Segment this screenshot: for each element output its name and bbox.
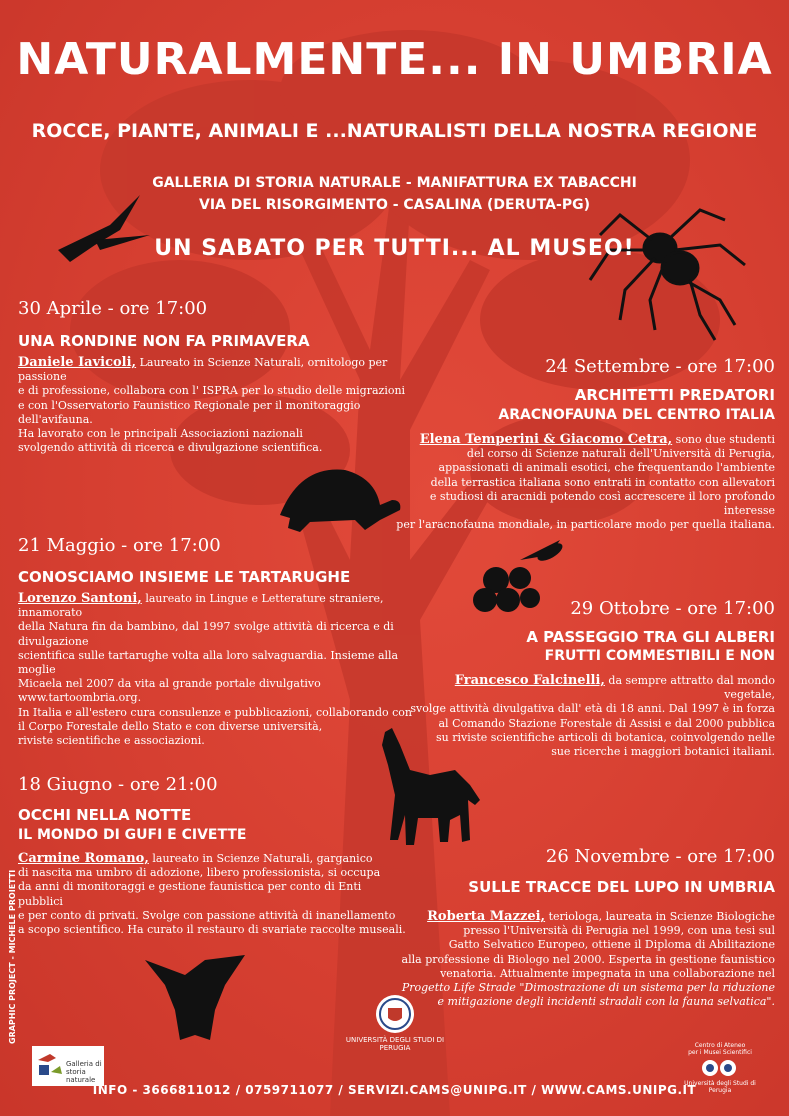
event-date: 26 Novembre - ore 17:00 bbox=[545, 846, 775, 867]
event-subtitle: FRUTTI COMMESTIBILI E NON bbox=[544, 648, 775, 664]
event-title: UNA RONDINE NON FA PRIMAVERA bbox=[18, 332, 310, 350]
speaker-name: Elena Temperini & Giacomo Cetra, bbox=[419, 432, 673, 447]
speaker-name: Roberta Mazzei, bbox=[427, 909, 546, 924]
event-subtitle: ARACNOFAUNA DEL CENTRO ITALIA bbox=[498, 407, 775, 423]
speaker-name: Lorenzo Santoni, bbox=[18, 591, 142, 606]
event-date: 21 Maggio - ore 17:00 bbox=[18, 535, 221, 556]
speaker-name: Carmine Romano, bbox=[18, 851, 149, 866]
event-subtitle: IL MONDO DI GUFI E CIVETTE bbox=[18, 827, 247, 843]
gallery-name: Galleria di storia naturale bbox=[66, 1060, 102, 1084]
gallery-logo bbox=[32, 1046, 104, 1086]
venue bbox=[0, 172, 789, 216]
event-title: CONOSCIAMO INSIEME LE TARTARUGHE bbox=[18, 568, 351, 586]
event-description: Francesco Falcinelli, da sempre attratto dal mondo vegetale, svolge attività divulgativa dall' età di 18 anni. Dal 1997 è in forza al Comando Stazione Forestale di Assisi e dal 2000 pubblica su riviste scientifiche articoli di botanica, coinvolgendo nelle sue ricerche i maggiori botanici italiani. bbox=[410, 673, 775, 759]
berries-icon bbox=[473, 540, 565, 612]
cams-line-2: per i Musei Scientifici bbox=[688, 1049, 752, 1056]
poster-title: NATURALMENTE... IN UMBRIA bbox=[16, 34, 773, 85]
graphic-credit: GRAPHIC PROJECT - MICHELE PROIETTI bbox=[8, 869, 17, 1044]
cams-emblem-icon bbox=[698, 1058, 742, 1078]
venue-line-1: GALLERIA DI STORIA NATURALE - MANIFATTURA EX TABACCHI bbox=[152, 175, 637, 191]
event-date: 18 Giugno - ore 21:00 bbox=[18, 774, 218, 795]
university-name: UNIVERSITÀ DEGLI STUDI DI PERUGIA bbox=[345, 1036, 445, 1052]
event-title: SULLE TRACCE DEL LUPO IN UMBRIA bbox=[468, 878, 775, 896]
cams-line-3: Università degli Studi di Perugia bbox=[684, 1080, 756, 1094]
cams-line-1: Centro di Ateneo bbox=[694, 1042, 746, 1049]
gallery-animals-icon bbox=[36, 1050, 64, 1080]
tagline: UN SABATO PER TUTTI... AL MUSEO! bbox=[154, 236, 635, 261]
event-description: Elena Temperini & Giacomo Cetra, sono due studenti del corso di Scienze naturali dell'Università di Perugia, appassionati di animali esotici, che frequentando l'ambiente della terrastica italiana sono entrati in contatto con allevatori e studiosi di aracnidi potendo così accrescere il loro profondo interesse per l'aracnofauna mondiale, in particolare modo per quella italiana. bbox=[396, 432, 775, 532]
venue-line-2: VIA DEL RISORGIMENTO - CASALINA (DERUTA-PG) bbox=[199, 197, 590, 213]
owl-icon bbox=[145, 955, 245, 1040]
event-title: OCCHI NELLA NOTTE bbox=[18, 806, 192, 824]
event-date: 30 Aprile - ore 17:00 bbox=[18, 298, 208, 319]
event-date: 29 Ottobre - ore 17:00 bbox=[570, 598, 775, 619]
event-description: Carmine Romano, laureato in Scienze Naturali, garganico di nascita ma umbro di adozione, libero professionista, si occupa da anni di monitoraggi e gestione faunistica per conto di Enti pubblici e per conto di privati. Svolge con passione attività di inanellamento a scopo scientifico. Ha curato il restauro di svariate raccolte museali. bbox=[18, 851, 406, 937]
university-seal-icon bbox=[375, 994, 415, 1034]
event-description: Daniele Iavicoli, Laureato in Scienze Naturali, ornitologo per passione e di professione, collabora con l' ISPRA per lo studio delle migrazioni e con l'Osservatorio Faunistico Regionale per il monitoraggio dell'avifauna. Ha lavorato con le principali Associazioni nazionali svolgendo attività di ricerca e divulgazione scientifica. bbox=[18, 355, 406, 455]
poster-subtitle: ROCCE, PIANTE, ANIMALI E ...NATURALISTI DELLA NOSTRA REGIONE bbox=[31, 120, 758, 142]
event-title: A PASSEGGIO TRA GLI ALBERI bbox=[526, 628, 775, 646]
event-description: Lorenzo Santoni, laureato in Lingue e Letterature straniere, innamorato della Natura fin da bambino, dal 1997 svolge attività di ricerca e di divulgazione scientifica sulle tartarughe volta alla loro salvaguardia. Insieme alla moglie Micaela nel 2007 da vita al grande portale divulgativo www.tartoombria.org. In Italia e all'estero cura consulenze e pubblicazioni, collaborando con il Corpo Forestale dello Stato e con diverse università, riviste scientifiche e associazioni. bbox=[18, 591, 412, 748]
footer-contact: INFO - 3666811012 / 0759711077 / SERVIZI.CAMS@UNIPG.IT / WWW.CAMS.UNIPG.IT bbox=[92, 1083, 697, 1097]
event-title: ARCHITETTI PREDATORI bbox=[574, 386, 775, 404]
event-description: Roberta Mazzei, teriologa, laureata in Scienze Biologiche presso l'Università di Perugia nel 1999, con una tesi sul Gatto Selvatico Europeo, ottiene il Diploma di Abilitazione alla professione di Biologo nel 2000. Esperta in gestione faunistico venatoria. Attualmente impegnata in una collaborazione nel Progetto Life Strade "Dimostrazione di un sistema per la riduzione e mitigazione degli incidenti stradali con la fauna selvatica". bbox=[401, 909, 775, 1009]
speaker-name: Daniele Iavicoli, bbox=[18, 355, 137, 370]
event-date: 24 Settembre - ore 17:00 bbox=[545, 356, 775, 377]
speaker-name: Francesco Falcinelli, bbox=[454, 673, 605, 688]
